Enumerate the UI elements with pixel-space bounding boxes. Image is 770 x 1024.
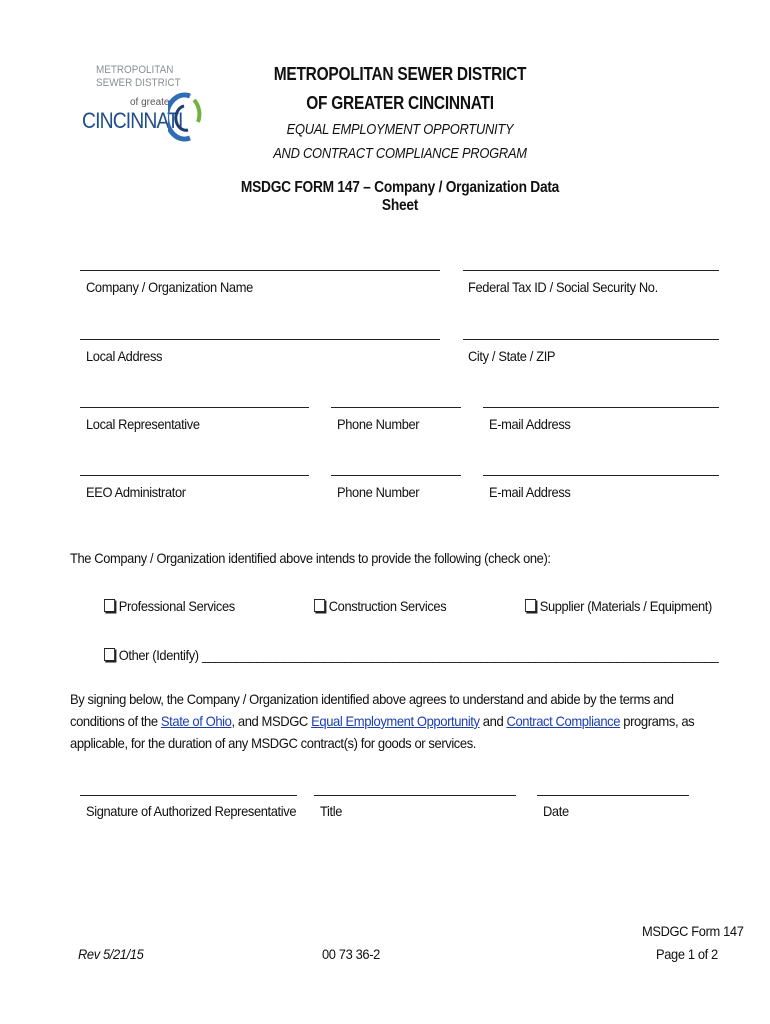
program-line-1: EQUAL EMPLOYMENT OPPORTUNITY — [286, 121, 514, 138]
agreement-paragraph — [70, 688, 721, 754]
email-1-label: E-mail Address — [489, 416, 571, 432]
supplier-checkbox[interactable] — [525, 599, 536, 612]
org-name-line-2: OF GREATER CINCINNATI — [306, 93, 494, 113]
tax-id-input-line[interactable] — [463, 270, 719, 271]
signature-input-line[interactable] — [80, 795, 297, 796]
professional-label: Professional Services — [118, 598, 235, 614]
date-input-line[interactable] — [537, 795, 689, 796]
company-name-label: Company / Organization Name — [86, 279, 253, 295]
signature-label: Signature of Authorized Representative — [86, 803, 297, 819]
eeo-admin-input-line[interactable] — [80, 475, 309, 476]
agreement-text-1: By signing below, the Company / Organization identified above agrees to understand and abide by the terms and conditions of the — [70, 691, 674, 729]
contract-compliance-link[interactable]: Contract Compliance — [506, 713, 621, 729]
title-label: Title — [320, 803, 343, 819]
local-address-input-line[interactable] — [80, 339, 440, 340]
other-option[interactable] — [104, 647, 718, 663]
logo-line-3: of greater — [130, 97, 173, 108]
agreement-text-3: and — [479, 713, 507, 729]
email-2-label: E-mail Address — [489, 484, 571, 500]
document-code: 00 73 36-2 — [322, 946, 380, 962]
email-1-input-line[interactable] — [483, 407, 719, 408]
city-state-zip-label: City / State / ZIP — [468, 348, 556, 364]
program-line-2: AND CONTRACT COMPLIANCE PROGRAM — [273, 145, 527, 162]
company-name-input-line[interactable] — [80, 270, 440, 271]
state-of-ohio-link[interactable]: State of Ohio — [160, 713, 232, 729]
agreement-text-2: , and MSDGC — [231, 713, 312, 729]
logo-line-1: METROPOLITAN — [96, 64, 174, 76]
other-label: Other (Identify) ____________________________________________________________________________ — [118, 647, 719, 663]
phone-2-input-line[interactable] — [331, 475, 461, 476]
city-state-zip-input-line[interactable] — [463, 339, 719, 340]
local-rep-input-line[interactable] — [80, 407, 309, 408]
construction-label: Construction Services — [328, 598, 447, 614]
logo-line-4: CINCINNATI — [82, 108, 183, 133]
agreement-text-4: programs, as applicable, for the duration of any MSDGC contract(s) for goods or services. — [70, 713, 695, 751]
date-label: Date — [543, 803, 569, 819]
professional-checkbox[interactable] — [104, 599, 115, 612]
footer-form-number: MSDGC Form 147 — [642, 923, 744, 939]
construction-checkbox[interactable] — [314, 599, 325, 612]
local-rep-label: Local Representative — [86, 416, 200, 432]
logo-ring-icon — [168, 92, 204, 142]
phone-1-input-line[interactable] — [331, 407, 461, 408]
supplier-label: Supplier (Materials / Equipment) — [539, 598, 712, 614]
email-2-input-line[interactable] — [483, 475, 719, 476]
services-intro: The Company / Organization identified above intends to provide the following (check one): — [70, 550, 551, 566]
title-input-line[interactable] — [314, 795, 516, 796]
page-number: Page 1 of 2 — [656, 946, 718, 962]
local-address-label: Local Address — [86, 348, 163, 364]
logo-line-2: SEWER DISTRICT — [96, 77, 181, 89]
professional-services-option[interactable] — [104, 598, 235, 614]
tax-id-label: Federal Tax ID / Social Security No. — [468, 279, 658, 295]
other-checkbox[interactable] — [104, 648, 115, 661]
phone-1-label: Phone Number — [337, 416, 420, 432]
form-title: MSDGC FORM 147 – Company / Organization Data Sheet — [240, 179, 560, 214]
phone-2-label: Phone Number — [337, 484, 420, 500]
eeo-link[interactable]: Equal Employment Opportunity — [311, 713, 480, 729]
org-name-line-1: METROPOLITAN SEWER DISTRICT — [273, 64, 527, 84]
supplier-option[interactable] — [525, 598, 712, 614]
msd-logo — [80, 60, 205, 145]
construction-services-option[interactable] — [314, 598, 446, 614]
eeo-admin-label: EEO Administrator — [86, 484, 186, 500]
revision-date: Rev 5/21/15 — [78, 946, 144, 962]
